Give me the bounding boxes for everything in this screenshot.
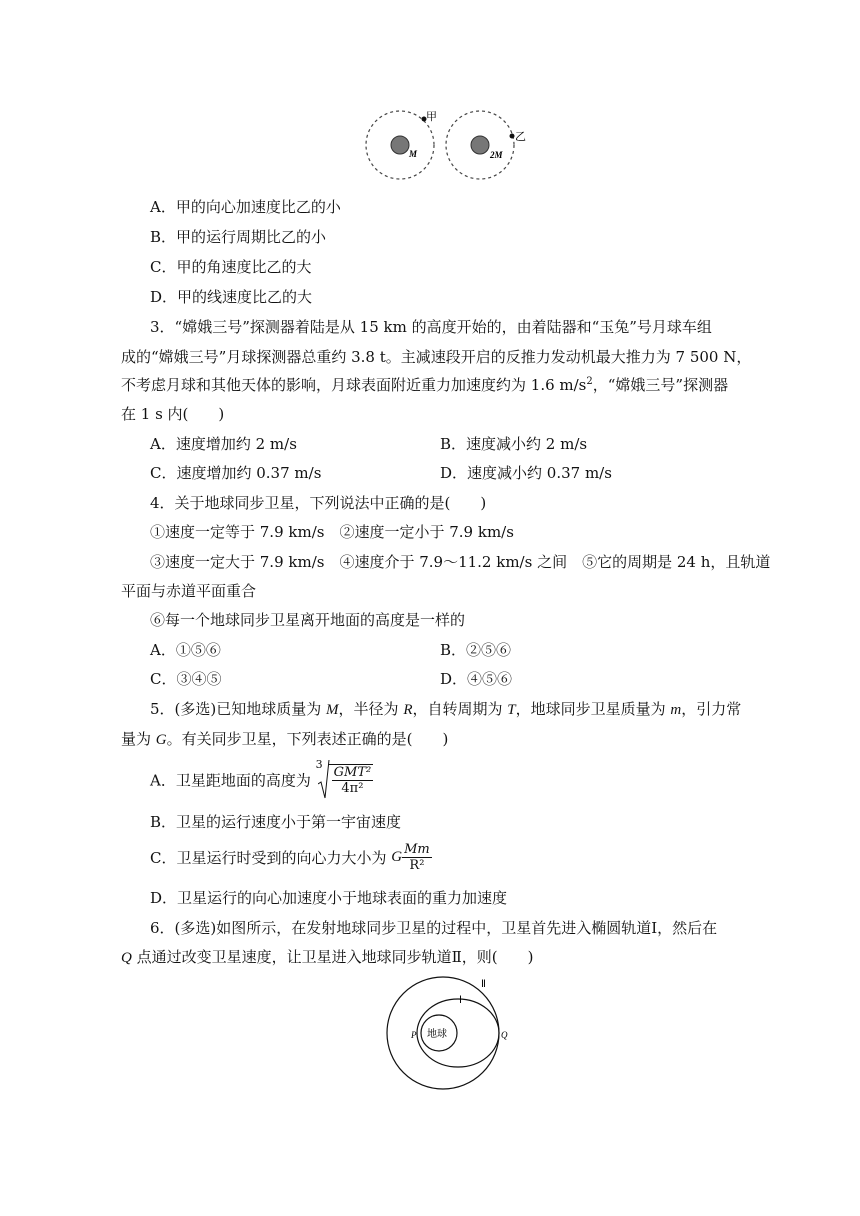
point-Q-label: Q [501, 1030, 508, 1040]
q2-option-c: C．甲的角速度比乙的大 [150, 258, 312, 276]
q4-option-d: D．④⑤⑥ [440, 670, 513, 688]
q5-option-a: A．卫星距地面的高度为 3 $\frac{\text{GMT²}}{\text{4π²}}$ [150, 764, 373, 796]
figure-two-orbits [355, 105, 535, 185]
q4-statement-6: ⑥每一个地球同步卫星离开地面的高度是一样的 [150, 611, 466, 629]
radical-sign [315, 758, 330, 800]
q3-stem-line4: 在 1 s 内( ) [121, 405, 225, 423]
label-mass-2M: 2M [490, 150, 503, 160]
q4-statement-5-cont: 平面与赤道平面重合 [121, 582, 257, 600]
q4-statements-1-2: ①速度一定等于 7.9 km/s ②速度一定小于 7.9 km/s [150, 523, 514, 541]
planet-2M [471, 136, 489, 154]
q2-option-d: D．甲的线速度比乙的大 [150, 288, 313, 306]
q3-option-c: C．速度增加约 0.37 m/s [150, 464, 322, 482]
label-mass-M: M [409, 149, 418, 159]
figure-transfer-orbit [375, 975, 515, 1095]
point-P-label: P [411, 1030, 417, 1040]
q3-option-d: D．速度减小约 0.37 m/s [440, 464, 612, 482]
q4-option-b: B．②⑤⑥ [440, 641, 512, 659]
q2-option-a: A．甲的向心加速度比乙的小 [150, 198, 341, 216]
q4-option-c: C．③④⑤ [150, 670, 222, 688]
q4-option-a: A．①⑤⑥ [150, 641, 221, 659]
orbit-I-label: Ⅰ [459, 995, 462, 1006]
q5-option-c: C．卫星运行时受到的向心力大小为 G $\frac{Mm}{\text{R²}}$ [150, 842, 430, 873]
earth-label: 地球 [427, 1029, 447, 1040]
q3-option-a: A．速度增加约 2 m/s [150, 435, 297, 453]
root-index: 3 [315, 758, 323, 771]
q3-stem-line1: 3．“嫦娥三号”探测器着陆是从 15 km 的高度开始的，由着陆器和“玉兔”号月球车组 [150, 318, 712, 336]
q3-stem-line2: 成的“嫦娥三号”月球探测器总重约 3.8 t。主减速段开启的反推力发动机最大推力为 7 500 N， [121, 348, 752, 366]
orbit-II-label: Ⅱ [481, 979, 486, 990]
q5-option-b: B．卫星的运行速度小于第一宇宙速度 [150, 813, 402, 831]
q4-statements-3-5: ③速度一定大于 7.9 km/s ④速度介于 7.9～11.2 km/s 之间 ⑤它的周期是 24 h，且轨道 [150, 553, 771, 571]
q3-option-b: B．速度减小约 2 m/s [440, 435, 588, 453]
planet-M [391, 136, 409, 154]
label-jia: 甲 [426, 111, 437, 123]
q5-stem-line1: 5．(多选)已知地球质量为 M，半径为 R，自转周期为 T，地球同步卫星质量为 m，引力常 [150, 700, 742, 718]
q5-option-d: D．卫星运行的向心加速度小于地球表面的重力加速度 [150, 889, 508, 907]
label-yi: 乙 [515, 131, 526, 143]
q4-stem: 4．关于地球同步卫星，下列说法中正确的是( ) [150, 494, 487, 512]
q5-stem-line2: 量为 G。有关同步卫星，下列表述正确的是( ) [121, 730, 449, 748]
q6-stem-line1: 6．(多选)如图所示，在发射地球同步卫星的过程中，卫星首先进入椭圆轨道Ⅰ，然后在 [150, 919, 718, 937]
q2-option-b: B．甲的运行周期比乙的小 [150, 228, 327, 246]
q3-stem-line3: 不考虑月球和其他天体的影响，月球表面附近重力加速度约为 1.6 $m/s^2$，“嫦娥三号”探测器 [121, 376, 729, 394]
q6-stem-line2: Q 点通过改变卫星速度，让卫星进入地球同步轨道Ⅱ，则( ) [121, 948, 534, 966]
satellite-yi [510, 134, 515, 139]
